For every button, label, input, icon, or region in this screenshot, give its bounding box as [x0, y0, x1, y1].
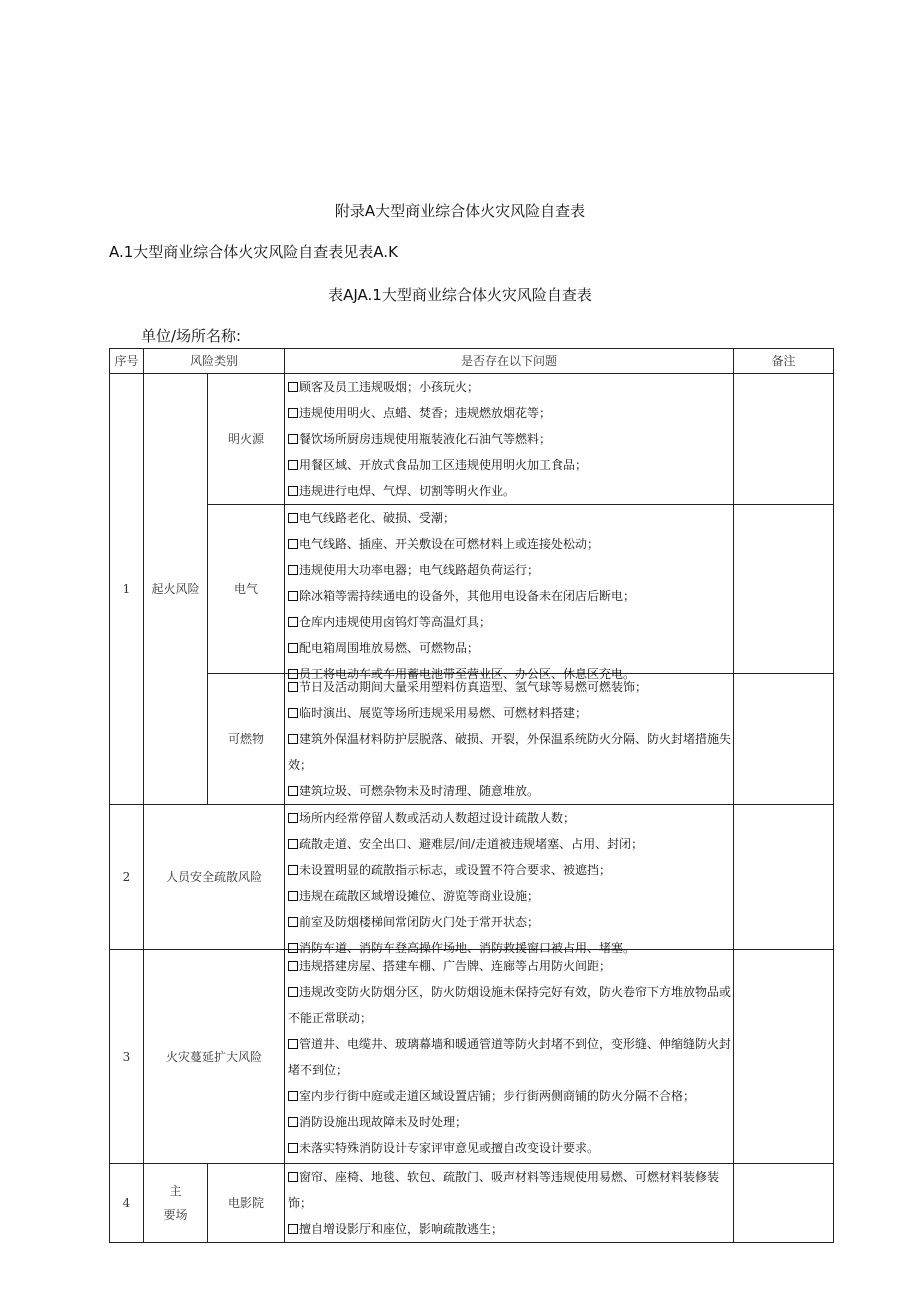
checkbox-icon[interactable]: [288, 891, 298, 901]
check-item: [288, 583, 731, 609]
table-row: [110, 805, 834, 950]
check-item-text: 节日及活动期间大量采用塑料仿真造型、氢气球等易燃可燃装饰；: [299, 680, 648, 694]
check-item-text: 除冰箱等需持续通电的设备外，其他用电设备未在闭店后断电；: [299, 589, 636, 603]
header-seq: 序号: [110, 349, 144, 374]
check-item-text: 未落实特殊消防设计专家评审意见或擅自改变设计要求。: [299, 1140, 600, 1155]
appendix-title: 附录A大型商业综合体火灾风险自查表: [334, 202, 586, 220]
check-item-text: 前室及防烟楼梯间常闭防火门处于常开状态；: [299, 915, 540, 929]
checkbox-icon[interactable]: [288, 682, 298, 692]
table-row: [110, 674, 834, 805]
check-item: [288, 805, 731, 831]
check-item-text: 窗帘、座椅、地毯、软包、疏散门、吸声材料等违规使用易燃、可燃材料装修装饰；: [288, 1170, 720, 1210]
table-row: [110, 950, 834, 1164]
check-item: [288, 883, 731, 909]
check-item: [288, 1109, 731, 1135]
checkbox-icon[interactable]: [288, 813, 298, 823]
category-cell: 火灾蔓延扩大风险: [144, 950, 285, 1164]
checkbox-icon[interactable]: [288, 943, 298, 953]
check-item-text: 违规使用明火、点蜡、焚香；违规燃放烟花等；: [299, 406, 552, 420]
check-item: [288, 831, 731, 857]
check-item-text: 消防设施出现故障未及时处理；: [299, 1114, 468, 1129]
check-item: [288, 531, 731, 557]
note-cell: [734, 505, 834, 674]
note-cell: [734, 805, 834, 950]
table-row: [110, 505, 834, 674]
checkbox-icon[interactable]: [288, 617, 298, 627]
unit-name-label: 单位/场所名称:: [141, 327, 242, 345]
seq-cell: 4: [110, 1164, 144, 1243]
check-item-text: 场所内经常停留人数或活动人数超过设计疏散人数；: [299, 811, 576, 825]
check-item-text: 室内步行街中庭或走道区域设置店铺；步行街两侧商铺的防火分隔不合格；: [299, 1088, 696, 1103]
question-cell: [285, 374, 734, 505]
check-item: [288, 426, 731, 452]
check-item-text: 用餐区域、开放式食品加工区违规使用明火加工食品；: [299, 458, 588, 472]
check-item: [288, 1031, 731, 1083]
check-item: [288, 478, 731, 504]
check-item-text: 建筑外保温材料防护层脱落、破损、开裂，外保温系统防火分隔、防火封堵措施失效；: [288, 732, 732, 772]
question-cell: [285, 1164, 734, 1243]
checkbox-icon[interactable]: [288, 539, 298, 549]
check-item: [288, 1135, 731, 1161]
check-item-text: 违规搭建房屋、搭建车棚、广告牌、连廊等占用防火间距；: [299, 958, 612, 973]
checkbox-icon[interactable]: [288, 917, 298, 927]
check-item-text: 未设置明显的疏散指示标志，或设置不符合要求、被遮挡；: [299, 863, 612, 877]
header-category: 风险类别: [144, 349, 285, 374]
table-header-row: [110, 349, 834, 374]
risk-self-check-table: [109, 348, 834, 1243]
check-item: [288, 778, 731, 804]
check-item: [288, 909, 731, 935]
check-item-text: 电气线路、插座、开关敷设在可燃材料上或连接处松动；: [299, 537, 600, 551]
checkbox-icon[interactable]: [288, 1039, 298, 1049]
check-item: [288, 953, 731, 979]
check-item: [288, 452, 731, 478]
header-note: 备注: [734, 349, 834, 374]
check-item-text: 仓库内违规使用卤钨灯等高温灯具；: [299, 615, 492, 629]
checkbox-icon[interactable]: [288, 708, 298, 718]
question-list: [288, 805, 731, 955]
question-cell: [285, 674, 734, 805]
check-item: [288, 1083, 731, 1109]
category-line: 主: [169, 1184, 182, 1198]
question-list: [288, 505, 731, 681]
note-cell: [734, 950, 834, 1164]
checkbox-icon[interactable]: [288, 1091, 298, 1101]
note-cell: [734, 674, 834, 805]
check-item-text: 建筑垃圾、可燃杂物未及时清理、随意堆放。: [299, 784, 540, 798]
check-item-text: 擅自增设影厅和座位，影响疏散逃生；: [299, 1222, 504, 1236]
question-cell: [285, 805, 734, 955]
checkbox-icon[interactable]: [288, 643, 298, 653]
check-item: [288, 400, 731, 426]
check-item-text: 员工将电动车或车用蓄电池带至营业区、办公区、休息区充电。: [299, 667, 636, 681]
check-item-text: 临时演出、展览等场所违规采用易燃、可燃材料搭建；: [299, 706, 588, 720]
category-cell: [144, 1164, 208, 1243]
check-item: [288, 1216, 731, 1242]
checkbox-icon[interactable]: [288, 408, 298, 418]
check-item-text: 顾客及员工违规吸烟；小孩玩火；: [299, 380, 480, 394]
checkbox-icon[interactable]: [288, 786, 298, 796]
checkbox-icon[interactable]: [288, 565, 298, 575]
note-cell: [734, 1164, 834, 1243]
check-item-text: 违规改变防火防烟分区，防火防烟设施未保持完好有效，防火卷帘下方堆放物品或不能正常联动；: [288, 984, 732, 1025]
check-item: [288, 700, 731, 726]
section-line: A.1大型商业综合体火灾风险自查表见表A.K: [109, 243, 398, 261]
checkbox-icon[interactable]: [288, 434, 298, 444]
checkbox-icon[interactable]: [288, 1224, 298, 1234]
check-item-text: 电气线路老化、破损、受潮；: [299, 511, 456, 525]
check-item: [288, 505, 731, 531]
check-item-text: 违规进行电焊、气焊、切割等明火作业。: [299, 484, 516, 498]
table-row: [110, 374, 834, 505]
check-item-text: 违规在疏散区域增设摊位、游览等商业设施；: [299, 889, 540, 903]
question-cell: [285, 505, 734, 681]
checkbox-icon[interactable]: [288, 513, 298, 523]
check-item: [288, 557, 731, 583]
checkbox-icon[interactable]: [288, 961, 298, 971]
seq-cell: 1: [110, 374, 144, 805]
check-item-text: 餐饮场所厨房违规使用瓶装液化石油气等燃料；: [299, 432, 552, 446]
check-item: [288, 726, 731, 778]
check-item-text: 疏散走道、安全出口、避难层/间/走道被违规堵塞、占用、封闭；: [299, 837, 644, 851]
category-line: 要场: [163, 1208, 188, 1222]
category-cell: 起火风险: [144, 374, 208, 805]
check-item-text: 违规使用大功率电器；电气线路超负荷运行；: [299, 563, 540, 577]
checkbox-icon[interactable]: [288, 1117, 298, 1127]
checkbox-icon[interactable]: [288, 839, 298, 849]
checkbox-icon[interactable]: [288, 734, 298, 744]
check-item-text: 消防车道、消防车登高操作场地、消防救援窗口被占用、堵塞。: [299, 941, 636, 955]
checkbox-icon[interactable]: [288, 987, 298, 997]
check-item: [288, 857, 731, 883]
check-item-text: 管道井、电缆井、玻璃幕墙和暖通管道等防火封堵不到位，变形缝、伸缩缝防火封堵不到位；: [288, 1036, 732, 1077]
header-question: 是否存在以下问题: [285, 349, 734, 374]
table-row: [110, 1164, 834, 1243]
check-item: [288, 1164, 731, 1216]
subcategory-cell: 明火源: [208, 374, 285, 505]
check-item: [288, 609, 731, 635]
note-cell: [734, 374, 834, 505]
checkbox-icon[interactable]: [288, 591, 298, 601]
checkbox-icon[interactable]: [288, 460, 298, 470]
table-title: 表AJA.1大型商业综合体火灾风险自查表: [328, 286, 592, 304]
check-item: [288, 674, 731, 700]
checkbox-icon[interactable]: [288, 486, 298, 496]
checkbox-icon[interactable]: [288, 1143, 298, 1153]
seq-cell: 3: [110, 950, 144, 1164]
subcategory-cell: 电影院: [208, 1164, 285, 1243]
check-item: [288, 374, 731, 400]
check-item-text: 配电箱周围堆放易燃、可燃物品；: [299, 641, 480, 655]
seq-cell: 2: [110, 805, 144, 950]
check-item: [288, 979, 731, 1031]
subcategory-cell: 电气: [208, 505, 285, 674]
question-cell: [285, 950, 734, 1164]
subcategory-cell: 可燃物: [208, 674, 285, 805]
check-item: [288, 635, 731, 661]
checkbox-icon[interactable]: [288, 865, 298, 875]
checkbox-icon[interactable]: [288, 1172, 298, 1182]
checkbox-icon[interactable]: [288, 382, 298, 392]
category-cell: 人员安全疏散风险: [144, 805, 285, 950]
